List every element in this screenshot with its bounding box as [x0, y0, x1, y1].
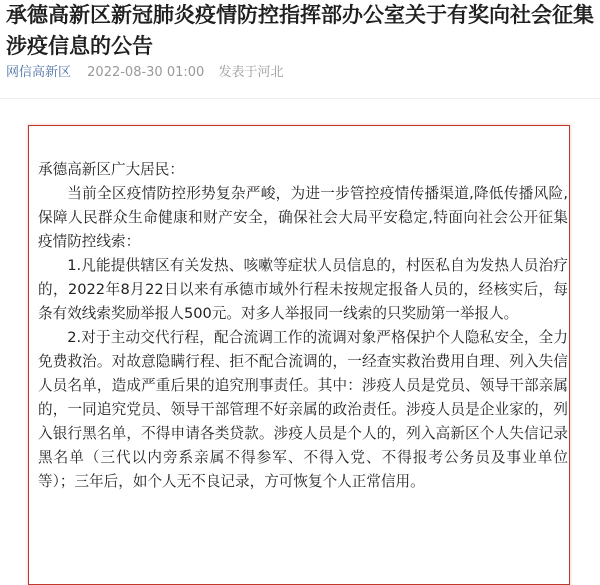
notice-item-1: 1.凡能提供辖区有关发热、咳嗽等症状人员信息的，村医私自为发热人员治疗的，2022年8月22日以来有承德市域外行程未按规定报备人员的，经核实后，每条有效线索奖励举报人500元。对多人举报同一线索的只奖励第一举报人。: [38, 257, 568, 322]
notice-intro: 当前全区疫情防控形势复杂严峻，为进一步管控疫情传播渠道,降低传播风险,保障人民群众生命健康和财产安全，确保社会大局平安稳定,特面向社会公开征集疫情防控线索：: [38, 185, 568, 250]
notice-body: [38, 158, 568, 494]
notice-item-2: 2.对于主动交代行程，配合流调工作的流调对象严格保护个人隐私安全，全力免费救治。对故意隐瞒行程、拒不配合流调的，一经查实救治费用自理、列入失信人员名单，造成严重后果的追究刑事责任。其中：涉疫人员是党员、领导干部亲属的，一同追究党员、领导干部管理不好亲属的政治责任。涉疫人员是企业家的，列入银行黑名单，不得申请各类贷款。涉疫人员是个人的，列入高新区个人失信记录黑名单（三代以内旁系亲属不得参军、不得入党、不得报考公务员及事业单位等）；三年后，如个人无不良记录，方可恢复个人正常信用。: [38, 329, 568, 490]
article-meta: [6, 64, 283, 82]
author-link[interactable]: 网信高新区: [6, 65, 72, 80]
notice-greeting: 承德高新区广大居民：: [38, 161, 184, 178]
header-divider: [0, 98, 600, 99]
publish-location: 发表于河北: [218, 65, 284, 80]
article-title: 承德高新区新冠肺炎疫情防控指挥部办公室关于有奖向社会征集涉疫信息的公告: [6, 3, 594, 58]
publish-date: 2022-08-30 01:00: [87, 65, 205, 80]
